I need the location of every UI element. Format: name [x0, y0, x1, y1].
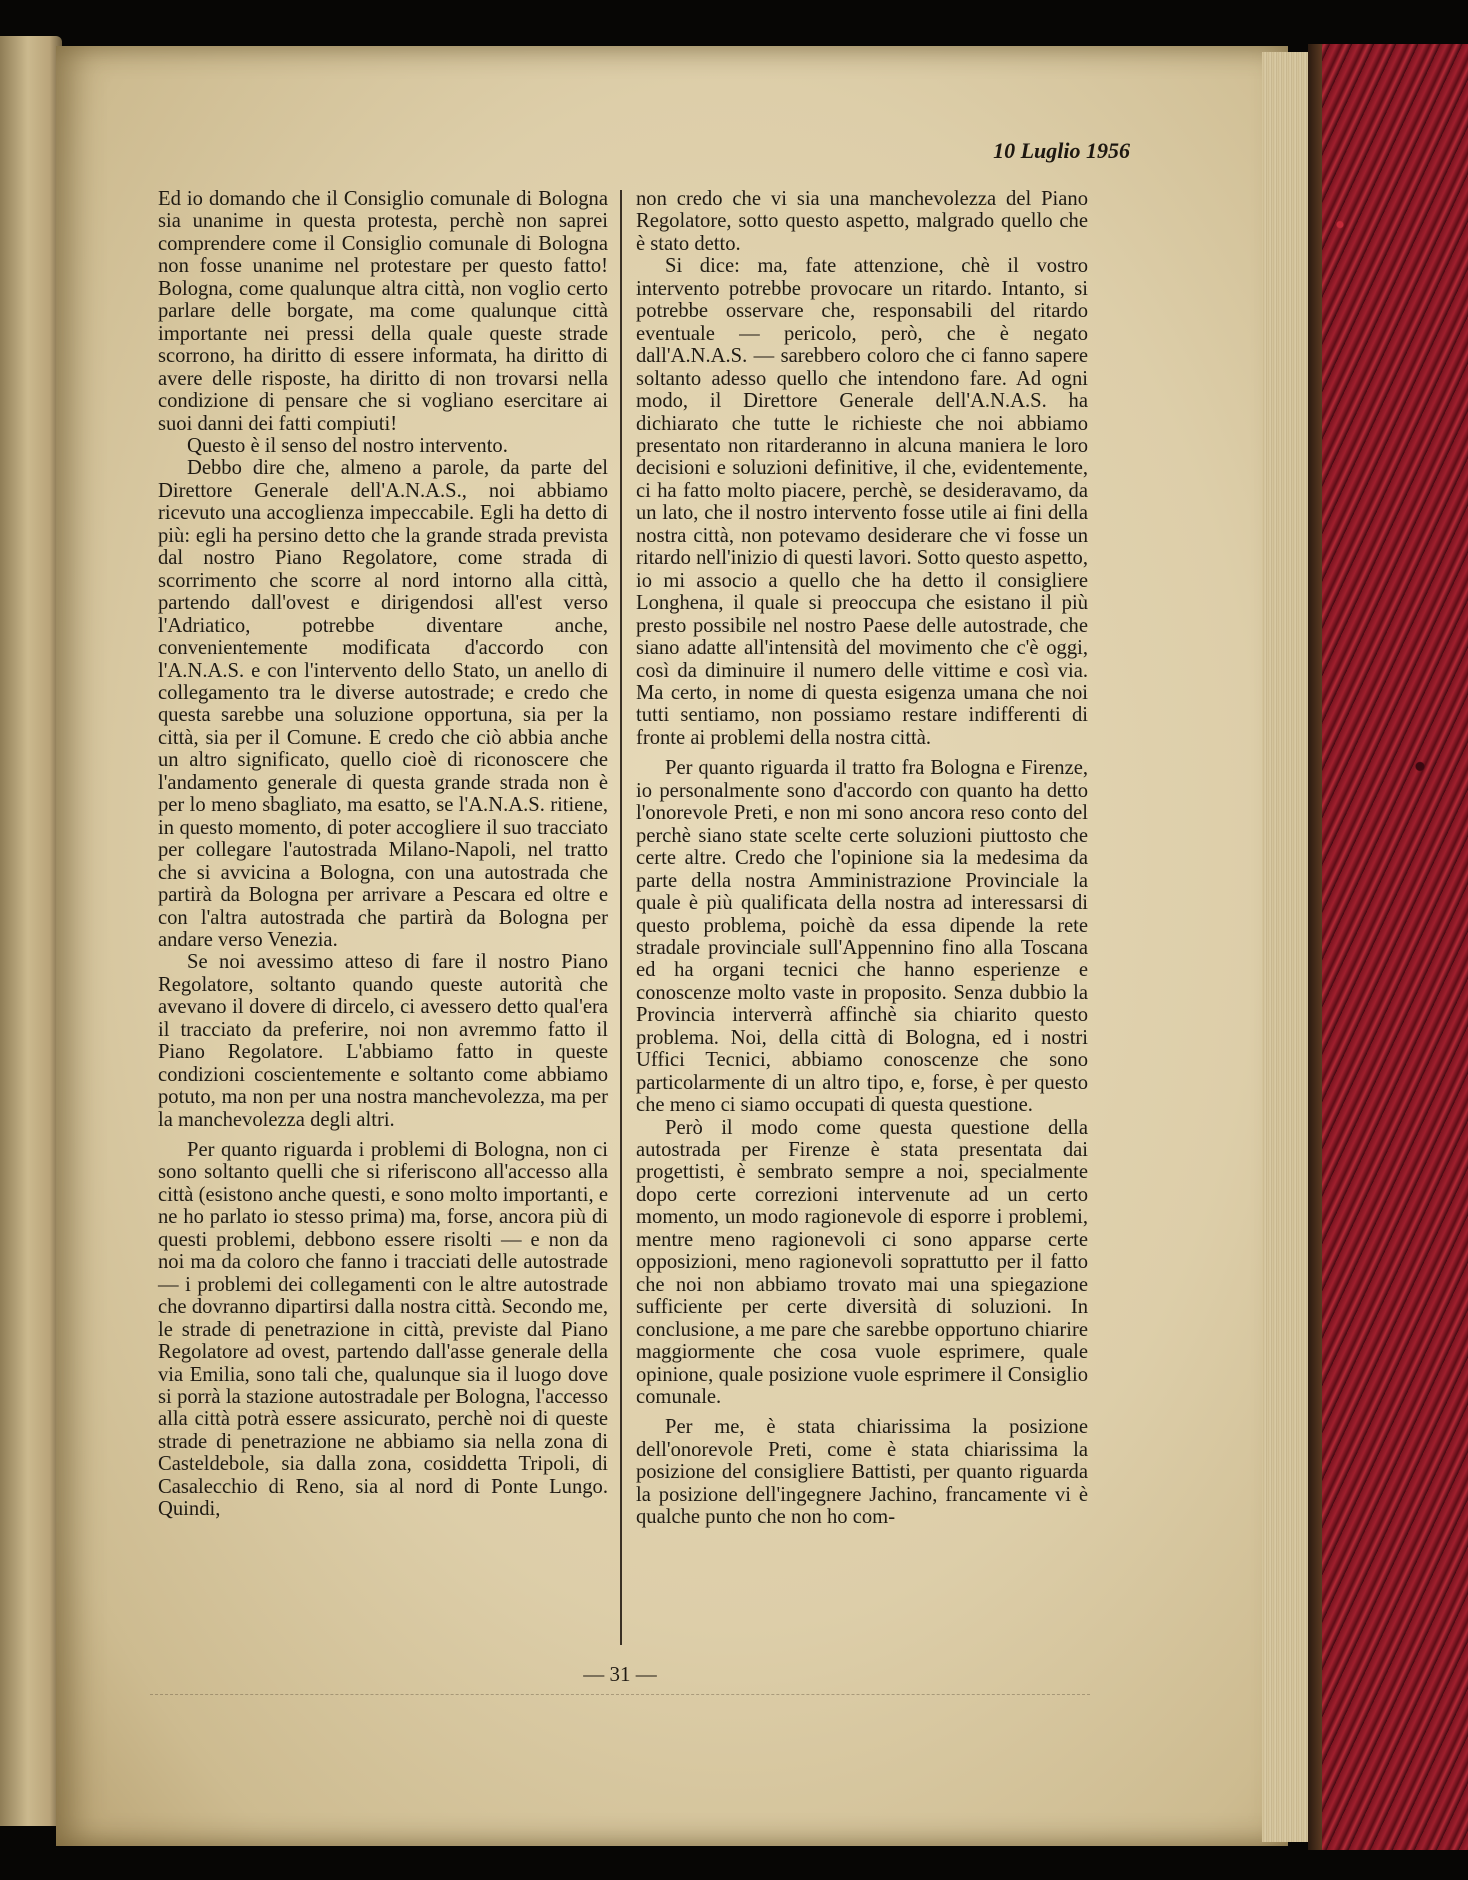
page-header-date: 10 Luglio 1956 [993, 138, 1130, 163]
footer-rule [150, 1694, 1090, 1696]
page-number: — 31 — [583, 1662, 657, 1686]
facing-page-edge [0, 36, 62, 1826]
text-column-left [158, 188, 608, 1521]
paragraph: Si dice: ma, fate attenzione, chè il vostro intervento potrebbe provocare un ritardo. Intanto, si potrebbe osservare che, responsabili del ritardo eventuale — pericolo, però, che è negato dall'A.N.A.S. — sarebbero coloro che ci fanno sapere soltanto adesso quello che intendono fare. Ad ogni modo, il Direttore Generale dell'A.N.A.S. ha dichiarato che tutte le richieste che noi abbiamo presentato non ritarderanno in alcuna maniera le loro decisioni e soluzioni definitive, il che, evidentemente, ci ha fatto molto piacere, perchè, se desideravamo, da un lato, che il nostro intervento fosse utile ai fini della nostra città, non potevamo desiderare che vi fosse un ritardo nell'inizio di questi lavori. Sotto questo aspetto, io mi associo a quello che ha detto il consigliere Longhena, il quale si preoccupa che esistano il più presto possibile nel nostro Paese delle autostrade, che siano adatte all'intensità del movimento che c'è oggi, così da diminuire il numero delle vittime e così via. Ma certo, in nome di questa esigenza umana che noi tutti sentiamo, non possiamo restare indifferenti di fronte ai problemi della nostra città. [636, 255, 1088, 749]
page-block-edges [1262, 52, 1312, 1842]
paragraph: Se noi avessimo atteso di fare il nostro Piano Regolatore, soltanto quando queste autorità che avevano il dovere di dircelo, ci avessero detto qual'era il tracciato da preferire, noi non avremmo fatto il Piano Regolatore. L'abbiamo fatto in queste condizioni coscientemente e soltanto come abbiamo potuto, ma non per una nostra manchevolezza, ma per la manchevolezza degli altri. [158, 951, 608, 1131]
column-divider [620, 190, 622, 1645]
paragraph: Debbo dire che, almeno a parole, da parte del Direttore Generale dell'A.N.A.S., noi abbiamo ricevuto una accoglienza impeccabile. Egli ha detto di più: egli ha persino detto che la grande strada prevista dal nostro Piano Regolatore, come strada di scorrimento che scorre al nord intorno alla città, partendo dall'ovest e dirigendosi all'est verso l'Adriatico, potrebbe diventare anche, convenientemente modificata d'accordo con l'A.N.A.S. e con l'intervento dello Stato, un anello di collegamento tra le diverse autostrade; e credo che questa sarebbe una soluzione opportuna, sia per la città, sia per il Comune. E credo che ciò abbia anche un altro significato, quello cioè di riconoscere che l'andamento generale di questa grande strada non è per lo meno sbagliato, ma esatto, se l'A.N.A.S. ritiene, in questo momento, di poter accogliere il suo tracciato per collegare l'autostrada Milano-Napoli, nel tratto che si avvicina a Bologna, con una autostrada che partirà da Bologna per arrivare a Pescara ed oltre e con l'altra autostrada che partirà da Bologna per andare verso Venezia. [158, 457, 608, 951]
text-column-right [636, 188, 1088, 1529]
paragraph: Per quanto riguarda il tratto fra Bologna e Firenze, io personalmente sono d'accordo con quanto ha detto l'onorevole Preti, e non mi sono ancora reso conto del perchè siano state scelte certe soluzioni piuttosto che certe altre. Credo che l'opinione sia la medesima da parte della nostra Amministrazione Provinciale la quale è più qualificata della nostra ad interessarsi di questo problema, poichè da essa dipende la rete stradale provinciale sull'Appennino fino alla Toscana ed ha organi tecnici che hanno esperienze e conoscenze molto vaste in proposito. Senza dubbio la Provincia interverrà affinchè sia chiarito questo problema. Noi, della città di Bologna, ed i nostri Uffici Tecnici, abbiamo conoscenze che sono particolarmente di un altro tipo, e, forse, è per questo che meno ci siamo occupati di questa questione. [636, 757, 1088, 1117]
cover-board-edge [1308, 44, 1322, 1850]
paragraph: Per quanto riguarda i problemi di Bologna, non ci sono soltanto quelli che si riferiscono all'accesso alla città (esistono anche questi, e sono molto importanti, e ne ho parlato io stesso prima) ma, forse, ancora più di questi problemi, debbono essere risolti — e non da noi ma da coloro che fanno i tracciati delle autostrade — i problemi dei collegamenti con le altre autostrade che dovranno dipartirsi dalla nostra città. Secondo me, le strade di penetrazione in città, previste dal Piano Regolatore ad ovest, partendo dall'asse generale della via Emilia, sono tali che, qualunque sia il luogo dove si porrà la stazione autostradale per Bologna, l'accesso alla città potrà essere assicurato, perchè noi di queste strade di penetrazione ne abbiamo sia nella zona di Casteldebole, sia dalla zona, cosiddetta Tripoli, di Casalecchio di Reno, sia al nord di Ponte Lungo. Quindi, [158, 1139, 608, 1521]
paragraph: Per me, è stata chiarissima la posizione dell'onorevole Preti, come è stata chiarissima la posizione del consigliere Battisti, per quanto riguarda la posizione dell'ingegnere Jachino, francamente vi è qualche punto che non ho com- [636, 1416, 1088, 1529]
book-cover-marbled [1308, 44, 1468, 1850]
paragraph: non credo che vi sia una manchevolezza del Piano Regolatore, sotto questo aspetto, malgrado quello che è stato detto. [636, 188, 1088, 255]
paragraph: Questo è il senso del nostro intervento. [187, 434, 508, 457]
paragraph: Ed io domando che il Consiglio comunale di Bologna sia unanime in questa protesta, perchè non saprei comprendere come il Consiglio comunale di Bologna non fosse unanime nel protestare per questo fatto! Bologna, come qualunque altra città, non voglio certo parlare delle borgate, ma come qualunque città importante nei pressi della quale queste strade scorrono, ha diritto di essere informata, ha diritto di avere delle risposte, ha diritto di non trovarsi nella condizione di pensare che si vogliano esercitare ai suoi danni dei fatti compiuti! [158, 188, 608, 435]
paragraph: Però il modo come questa questione della autostrada per Firenze è stata presentata dai progettisti, è sembrato sempre a noi, specialmente dopo certe correzioni intervenute ad un certo momento, un modo ragionevole di esporre i problemi, mentre meno ragionevoli ci sono apparse certe opposizioni, meno ragionevoli soprattutto per il fatto che noi non abbiamo trovato mai una spiegazione sufficiente per certe diversità di soluzioni. In conclusione, a me pare che sarebbe opportuno chiarire maggiormente che cosa vuole esprimere, quale opinione, quale posizione vuole esprimere il Consiglio comunale. [636, 1116, 1088, 1409]
